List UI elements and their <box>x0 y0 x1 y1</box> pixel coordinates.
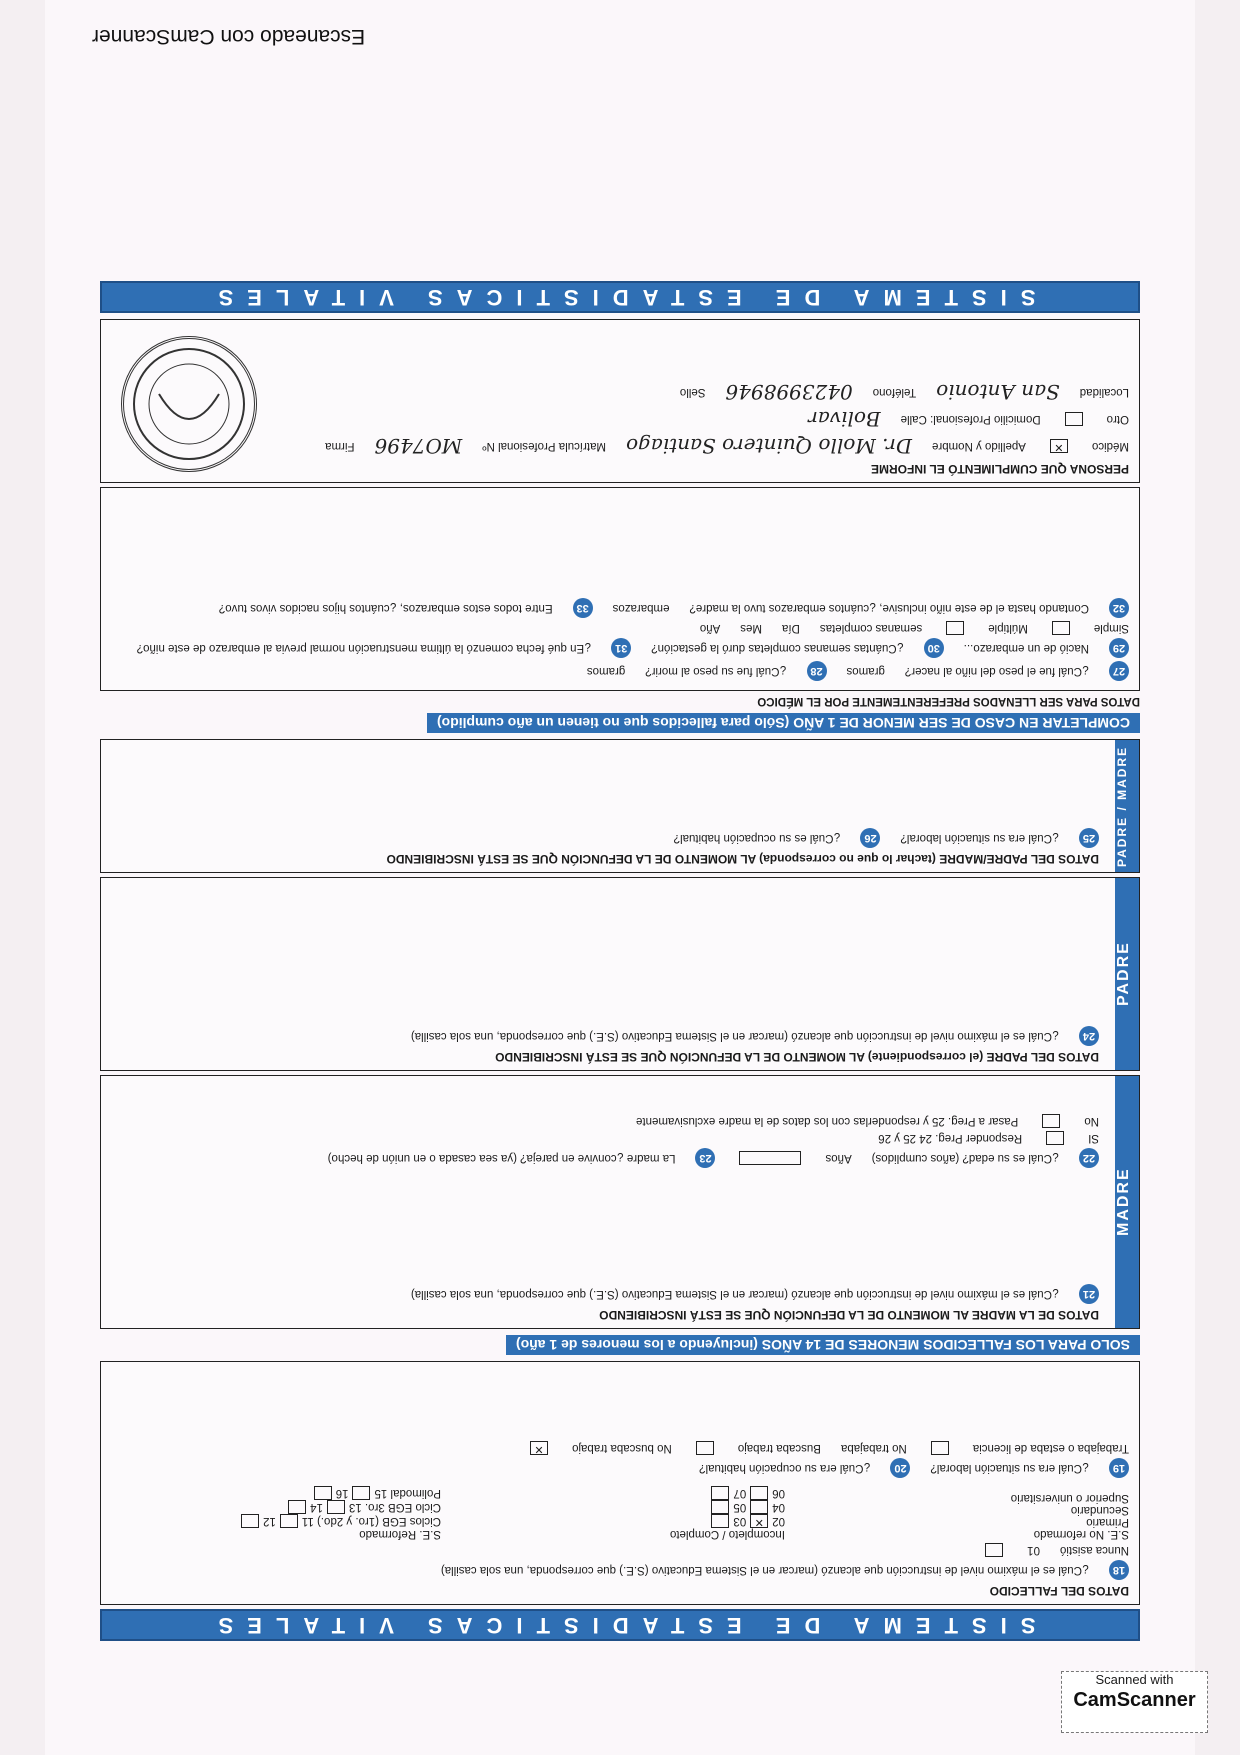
child-subheading: DATOS PARA SER LLENADOS PREFERENTEMENTE POR EL MÉDICO <box>757 695 1140 707</box>
localidad-value: San Antonio <box>936 380 1060 404</box>
code-03: 03 <box>733 1514 747 1527</box>
answer-si: SI <box>1088 1132 1099 1144</box>
parent-section <box>100 739 1140 873</box>
checkbox-medico[interactable] <box>1050 439 1068 453</box>
question-25-badge: 25 <box>1079 828 1099 848</box>
question-30-text: ¿Cuántas semanas completas duró la gestación? <box>651 642 904 654</box>
mother-sidebar-label: MADRE <box>1115 1076 1139 1328</box>
question-23-badge: 23 <box>695 1148 715 1168</box>
code-14: 14 <box>310 1500 323 1513</box>
answer-no: No <box>1084 1115 1099 1127</box>
question-19-badge: 19 <box>1109 1458 1129 1478</box>
option-primario: Primario <box>1086 1516 1129 1528</box>
checkbox-secundario-incompleto[interactable] <box>750 1500 768 1514</box>
dia-label: Día <box>782 622 800 634</box>
question-32-badge: 32 <box>1109 598 1129 618</box>
option-busca: Buscaba trabajo <box>737 1442 821 1454</box>
embarazos-label: embarazos <box>612 602 670 614</box>
medico-label: Médico <box>1091 440 1129 452</box>
mother-section-title: DATOS DE LA MADRE AL MOMENTO DE LA DEFUNCIÓN QUE SE ESTÁ INSCRIBIENDO <box>599 1308 1099 1322</box>
checkbox-otro[interactable] <box>1065 412 1083 426</box>
question-27-text: ¿Cuál fue el peso del niño al nacer? <box>904 665 1089 677</box>
question-24-text: ¿Cuál es el máximo nivel de instrucción que alcanzó (marcar en el Sistema Educativo (S.E.) que corresponda, una sola casilla) <box>410 1030 1059 1042</box>
checkbox-egb3-incompleto[interactable] <box>327 1500 345 1514</box>
option-nunca: Nunca asistió <box>1059 1544 1129 1556</box>
mother-age-input[interactable] <box>739 1151 801 1165</box>
option-polimodal: Polimodal <box>390 1486 441 1499</box>
vital-statistics-form <box>100 70 1140 1645</box>
option-se-no-reformado: S.E. No reformado <box>1033 1528 1129 1540</box>
father-section <box>100 877 1140 1071</box>
question-33-text: Entre todos estos embarazos, ¿cuántos hijos nacidos vivos tuvo? <box>218 602 553 614</box>
question-28-text: ¿Cuál fue su peso al morir? <box>645 665 787 677</box>
question-31-badge: 31 <box>611 638 631 658</box>
form-footer-band: SISTEMA DE ESTADISTICAS VITALES <box>100 281 1140 313</box>
firma-label: Firma <box>325 440 355 452</box>
scan-watermark-text: Escaneado con CamScanner <box>92 25 366 48</box>
form-header-band: SISTEMA DE ESTADISTICAS VITALES <box>100 1609 1140 1641</box>
checkbox-egb-incompleto[interactable] <box>280 1514 298 1528</box>
question-33-badge: 33 <box>573 598 593 618</box>
code-07: 07 <box>733 1486 747 1499</box>
checkbox-egb-completo[interactable] <box>241 1514 259 1528</box>
question-28-badge: 28 <box>807 661 827 681</box>
code-12: 12 <box>263 1514 276 1527</box>
question-20-text: ¿Cuál era su ocupación habitual? <box>699 1462 871 1474</box>
checkbox-superior-incompleto[interactable] <box>750 1486 768 1500</box>
question-31-text: ¿En qué fecha comenzó la última menstruación normal previa al embarazo de este niño? <box>136 642 592 654</box>
localidad-label: Localidad <box>1079 386 1129 398</box>
checkbox-polimodal-incompleto[interactable] <box>353 1486 371 1500</box>
sello-label: Sello <box>679 386 706 398</box>
question-22-badge: 22 <box>1079 1148 1099 1168</box>
matricula-label: Matrícula Profesional Nº <box>482 440 607 452</box>
checkbox-polimodal-completo[interactable] <box>314 1486 332 1500</box>
checkbox-egb3-completo[interactable] <box>288 1500 306 1514</box>
deceased-section-title: DATOS DEL FALLECIDO <box>989 1584 1129 1598</box>
code-nunca: 01 <box>1027 1544 1040 1556</box>
next-no: Pasar a Preg. 25 y responderlas con los datos de la madre exclusivamente <box>636 1115 1019 1127</box>
matricula-value: MO7496 <box>374 434 463 458</box>
semanas-label: semanas completas <box>819 622 923 634</box>
mes-label: Mes <box>740 622 763 634</box>
question-26-text: ¿Cuál es su ocupación habitual? <box>673 832 841 844</box>
question-32-text: Contando hasta el de este niño inclusive, ¿cuántos embarazos tuvo la madre? <box>689 602 1089 614</box>
question-29-text: Nació de un embarazo... <box>963 642 1089 654</box>
code-06: 06 <box>772 1486 785 1499</box>
question-19-text: ¿Cuál era su situación laboral? <box>930 1462 1089 1474</box>
checkbox-si[interactable] <box>1046 1131 1064 1145</box>
option-se-reformado: S.E. Reformado <box>359 1528 441 1540</box>
question-24-badge: 24 <box>1079 1026 1099 1046</box>
minor-band: SOLO PARA LOS FALLECIDOS MENORES DE 14 AÑOS (incluyendo a los menores de 1 año) <box>506 1335 1140 1355</box>
father-sidebar-label: PADRE <box>1115 878 1139 1070</box>
mother-section <box>100 1075 1140 1329</box>
otro-label: Otro <box>1106 413 1129 425</box>
option-egb3: Ciclo EGB 3ro. <box>364 1500 441 1513</box>
domicilio-label: Domicilio Profesional: Calle <box>900 413 1041 425</box>
badge-line: Scanned with <box>1095 1672 1174 1687</box>
certifier-section <box>100 319 1140 483</box>
certifier-section-title: PERSONA QUE CUMPLIMENTÓ EL INFORME <box>870 462 1129 476</box>
option-secundario: Secundario <box>1070 1504 1129 1516</box>
code-04: 04 <box>772 1500 785 1513</box>
checkbox-multiple[interactable] <box>946 621 964 635</box>
question-23-text: La madre ¿convive en pareja? (ya sea casada o en unión de hecho) <box>327 1152 676 1164</box>
checkbox-no-busca[interactable] <box>530 1441 548 1455</box>
gramos-label-27: gramos <box>846 665 885 677</box>
father-section-title: DATOS DEL PADRE (el correspondiente) AL MOMENTO DE LA DEFUNCIÓN QUE SE ESTÁ INSCRIBIENDO <box>495 1050 1099 1064</box>
child-band: COMPLETAR EN CASO DE SER MENOR DE 1 AÑO (Sólo para fallecidos que no tienen un año cumplido) <box>427 713 1140 733</box>
checkbox-no[interactable] <box>1042 1114 1060 1128</box>
option-superior: Superior o universitario <box>1010 1492 1129 1504</box>
official-stamp <box>121 336 257 472</box>
checkbox-superior-completo[interactable] <box>711 1486 729 1500</box>
ano-label: Año <box>699 622 721 634</box>
code-16: 16 <box>335 1486 349 1499</box>
infant-section <box>100 487 1140 691</box>
apellido-value: Dr. Mollo Quintero Santiago <box>626 434 912 458</box>
code-15: 15 <box>374 1486 388 1499</box>
next-si: Responder Preg. 24 25 y 26 <box>878 1132 1023 1144</box>
question-21-badge: 21 <box>1079 1284 1099 1304</box>
checkbox-primario-completo[interactable] <box>711 1514 729 1528</box>
question-27-badge: 27 <box>1109 661 1129 681</box>
code-13: 13 <box>348 1500 362 1513</box>
badge-brand: CamScanner <box>1073 1688 1196 1711</box>
domicilio-value: Bolivar <box>808 407 881 431</box>
gramos-label-28: gramos <box>586 665 626 677</box>
code-11: 11 <box>301 1514 314 1527</box>
camscanner-badge <box>1061 1671 1208 1733</box>
question-30-badge: 30 <box>924 638 944 658</box>
option-no-trabaja: No trabajaba <box>840 1442 907 1454</box>
question-22-text: ¿Cuál es su edad? (años cumplidos) <box>871 1152 1059 1164</box>
anos-label: Años <box>825 1152 852 1164</box>
option-simple: Simple <box>1093 622 1129 634</box>
question-20-badge: 20 <box>890 1458 910 1478</box>
option-multiple: Múltiple <box>988 622 1028 634</box>
deceased-section: DATOS DEL FALLECIDO 18 ¿Cuál es el máximo nivel de instrucción que alcanzó (marcar en el Sistema Educativo (S.E.) que corresponda, una sola casilla) Nunca asistió 01 S.E. No reformado Primario Secundario Superior o universitario Incompleto / Completo 02✕03 0405 0607 S.E. Reformado Ciclos EGB (1ro. y 2do.) 1112 Ciclo EGB 3ro. 1314 Polimodal 1516 19 ¿Cuál era su situación laboral? 20 ¿Cuál era su ocupación habitual? Trabajaba o estaba de licencia No trabajaba Buscaba trabajo No buscaba trabajo ✕ <box>100 1361 1140 1605</box>
question-21-text: ¿Cuál es el máximo nivel de instrucción que alcanzó (marcar en el Sistema Educativo (S.E.) que corresponda, una sola casilla) <box>410 1288 1059 1300</box>
question-29-badge: 29 <box>1109 638 1129 658</box>
col-incompleto: Incompleto <box>728 1528 785 1540</box>
telefono-label: Teléfono <box>872 386 917 398</box>
checkbox-secundario-completo[interactable] <box>711 1500 729 1514</box>
checkbox-nunca[interactable] <box>985 1543 1003 1557</box>
checkbox-trabaja[interactable] <box>931 1441 949 1455</box>
option-ciclos-egb: Ciclos EGB (1ro. y 2do.) <box>317 1514 441 1527</box>
col-completo: Completo <box>669 1528 720 1540</box>
checkbox-primario-incompleto[interactable] <box>750 1514 768 1528</box>
parent-sidebar-label: PADRE / MADRE <box>1115 740 1139 872</box>
parent-section-title: DATOS DEL PADRE/MADRE (tachar lo que no corresponda) AL MOMENTO DE LA DEFUNCIÓN QUE SE ESTÁ INSCRIBIENDO <box>386 852 1099 866</box>
question-26-badge: 26 <box>860 828 880 848</box>
checkbox-simple[interactable] <box>1052 621 1070 635</box>
question-18-text: ¿Cuál es el máximo nivel de instrucción que alcanzó (marcar en el Sistema Educativo (S.E.) que corresponda, una sola casilla) <box>440 1564 1089 1576</box>
code-02: 02 <box>772 1514 785 1527</box>
code-05: 05 <box>733 1500 747 1513</box>
checkbox-busca[interactable] <box>696 1441 714 1455</box>
option-trabaja: Trabajaba o estaba de licencia <box>972 1442 1129 1454</box>
telefono-value: 0423998946 <box>725 380 853 404</box>
option-no-busca: No buscaba trabajo <box>572 1442 672 1454</box>
question-25-text: ¿Cuál era su situación laboral? <box>900 832 1059 844</box>
question-18-badge: 18 <box>1109 1560 1129 1580</box>
apellido-label: Apellido y Nombre <box>931 440 1026 452</box>
